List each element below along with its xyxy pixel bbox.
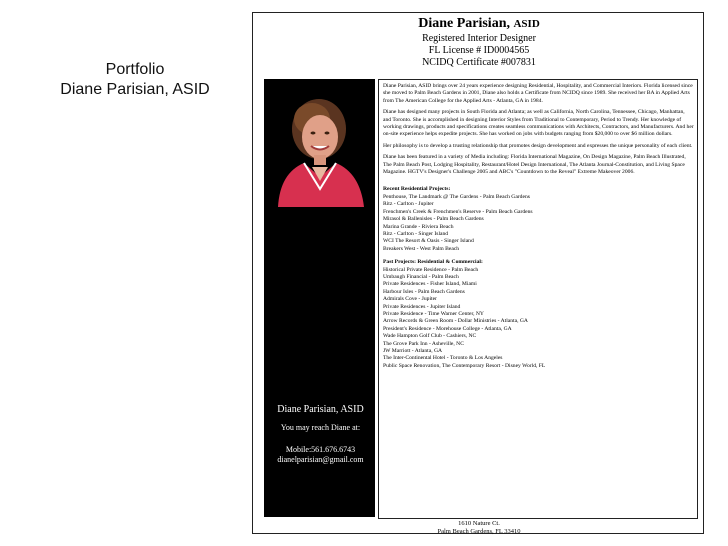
list-item: Private Residences - Jupiter Island <box>383 303 461 310</box>
list-item: Admirals Cove - Jupiter <box>383 296 437 303</box>
list-item: Wade Hampton Golf Club - Cashiers, NC <box>383 333 477 340</box>
list-item: Umbaugh Financial - Palm Beach <box>383 273 459 280</box>
contact-phone: Mobile:561.676.6743 <box>285 445 356 454</box>
list-item: President's Residence - Morehouse College - Atlanta, GA <box>383 325 512 332</box>
designer-name <box>373 15 585 33</box>
designer-title: Registered Interior Designer <box>422 33 536 44</box>
commercial-list <box>383 267 694 371</box>
slide-title-line-1: Portfolio <box>105 61 165 78</box>
list-item: WCI The Resort & Oasis - Singer Island <box>383 238 474 245</box>
residential-section-title: Recent Residential Projects: <box>383 186 451 193</box>
list-item: Marina Grande - Riviera Beach <box>383 223 454 230</box>
sidebar-panel <box>264 79 375 517</box>
contact-prompt: You may reach Diane at: <box>280 423 361 432</box>
list-item: Ritz - Carlton - Jupiter <box>383 201 434 208</box>
list-item: The Grove Park Inn - Asheville, NC <box>383 340 464 347</box>
bio-paragraph: Diane has designed many projects in South Florida and Atlanta; as well as California, North Carolina, Tennessee, Chicago, Manhattan, and Toronto. She is accomplished in designing Interior Styles from Traditional to Contemporary, Period to Trendy. Her knowledge of working drawings, products and specifications creates seamless communications with Architects, Contractors, and Manufacturers. And her on-site experience helps expedite projects. She has worked on jobs with budgets ranging from $20,000 to over $6 million dollars. <box>383 109 694 138</box>
address-footer <box>253 520 705 536</box>
designer-name-text: Diane Parisian, <box>418 16 510 31</box>
list-item: Arrow Records & Green Room - Dollar Ministries - Atlanta, GA <box>383 318 528 325</box>
resume-content <box>378 79 698 519</box>
license-number: FL License # ID0004565 <box>428 45 530 56</box>
list-item: Historical Private Residence - Palm Beach <box>383 266 479 273</box>
address-city: Palm Beach Gardens, FL 33410 <box>437 528 521 535</box>
portrait-illustration <box>264 89 375 207</box>
list-item: Private Residence - Time Warner Center, NY <box>383 310 484 317</box>
list-item: Private Residences - Fisher Island, Miami <box>383 281 477 288</box>
list-item: Harbour Isles - Palm Beach Gardens <box>383 288 465 295</box>
bio-paragraph: Her philosophy is to develop a trusting relationship that promotes design development and expresses the unique personality of each client. <box>383 142 693 149</box>
contact-email: dianelparisian@gmail.com <box>277 455 364 464</box>
resume-page <box>252 12 704 534</box>
contact-name: Diane Parisian, ASID <box>277 404 364 415</box>
contact-block <box>268 403 373 465</box>
list-item: Breakers West - West Palm Beach <box>383 245 460 252</box>
designer-suffix: ASID <box>513 18 540 30</box>
ncidq-certificate: NCIDQ Certificate #007831 <box>422 57 536 68</box>
slide-title-line-2: Diane Parisian, ASID <box>60 81 210 98</box>
list-item: Penthouse, The Landmark @ The Gardens - Palm Beach Gardens <box>383 193 530 200</box>
bio-paragraph: Diane Parisian, ASID brings over 24 years experience designing Residential, Hospitality, and Commercial Interiors. Florida licensed since she moved to Palm Beach Gardens in 2001, Diane also holds a Certificate from NCIDQ since 1989. She received her BA in Applied Arts from The American College for the Applied Arts - Atlanta, GA in 1984. <box>383 83 693 104</box>
resume-header <box>373 15 585 69</box>
residential-list <box>383 194 694 253</box>
list-item: Ritz - Carlton - Singer Island <box>383 230 449 237</box>
list-item: Public Space Renovation, The Contemporary Resort - Disney World, FL <box>383 362 546 369</box>
list-item: The Inter-Continental Hotel - Toronto & Los Angeles <box>383 355 503 362</box>
commercial-section-title: Past Projects: Residential & Commercial: <box>383 259 483 266</box>
bio-paragraph: Diane has been featured in a variety of Media including: Florida International Magazine, On Design Magazine, Palm Beach Illustrated, The Palm Beach Post, Lodging Hospitality, Restaurant/Hotel Design International, The Atlanta Journal-Constitution, and Living Space Magazine. HGTV's Designer's Challenge 2005 and ABC's "Countdown to the Reveal" Extreme Makeover 2006. <box>383 154 686 176</box>
slide-title <box>40 60 230 100</box>
portrait-photo <box>264 89 375 207</box>
list-item: Frenchmen's Creek & Frenchmen's Reserve - Palm Beach Gardens <box>383 208 533 215</box>
address-street: 1610 Nature Ct. <box>458 520 500 527</box>
list-item: JW Marriott - Atlanta, GA <box>383 348 443 354</box>
list-item: Mirasol & Ballenisles - Palm Beach Gardens <box>383 216 484 223</box>
